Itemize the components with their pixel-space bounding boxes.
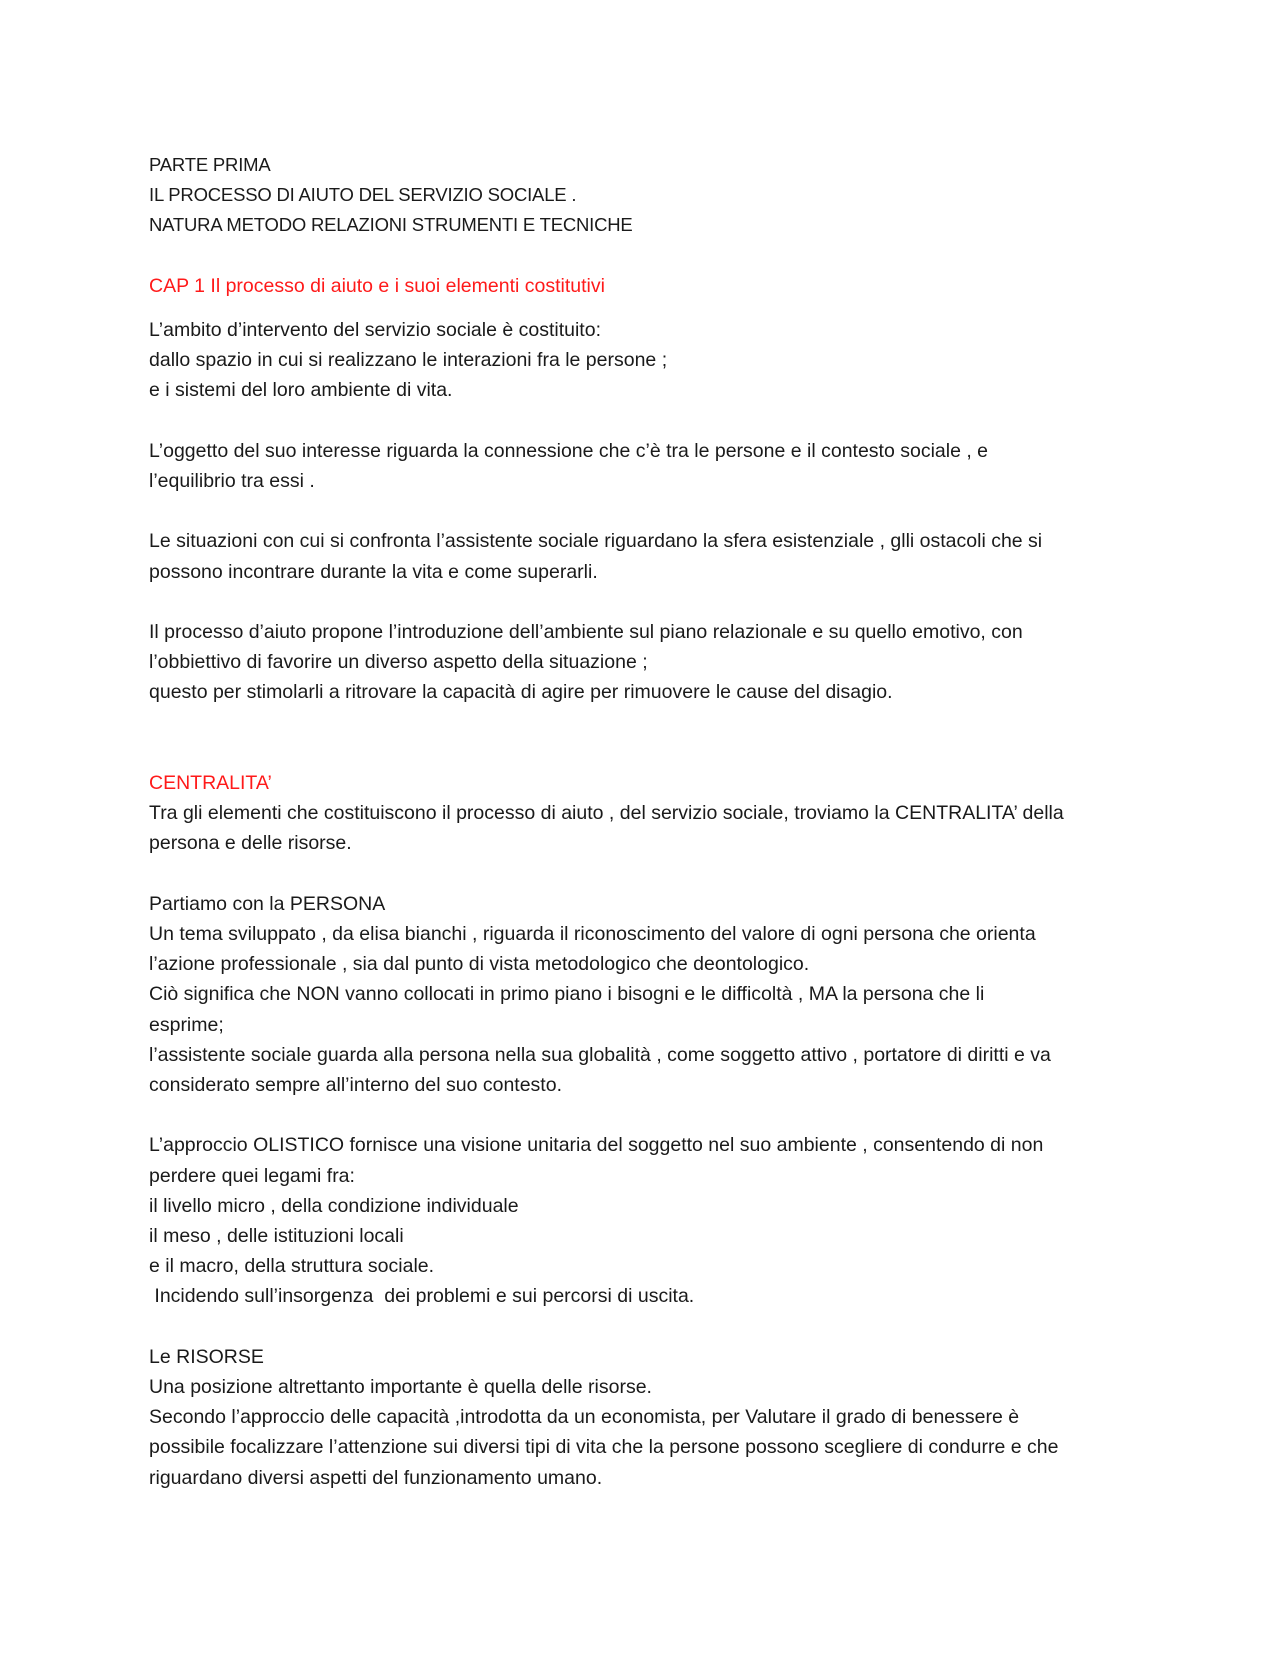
text-line: il livello micro , della condizione individuale <box>149 1194 519 1217</box>
text-line: Ciò significa che NON vanno collocati in primo piano i bisogni e le difficoltà , MA la persona che li <box>149 983 985 1006</box>
text-line: persona e delle risorse. <box>149 832 352 855</box>
intro-paragraph-4 <box>149 617 1149 708</box>
centralita-paragraph <box>149 798 1149 858</box>
text-line: possono incontrare durante la vita e come superarli. <box>149 560 598 583</box>
part-title: PARTE PRIMA <box>149 154 271 175</box>
intro-paragraph-2 <box>149 436 1149 496</box>
text-line: esprime; <box>149 1013 224 1036</box>
chapter-title: CAP 1 Il processo di aiuto e i suoi elementi costitutivi <box>149 274 605 297</box>
text-line: l’equilibrio tra essi . <box>149 470 315 492</box>
text-line: Le situazioni con cui si confronta l’assistente sociale riguardano la sfera esistenziale , glli ostacoli che si <box>149 530 1043 553</box>
intro-paragraph-3 <box>149 526 1149 586</box>
olistico-section <box>149 1130 1149 1311</box>
text-line: perdere quei legami fra: <box>149 1164 355 1187</box>
text-line: possibile focalizzare l’attenzione sui diversi tipi di vita che la persone possono scegliere di condurre e che <box>149 1436 1059 1459</box>
persona-section <box>149 889 1149 1100</box>
text-line: riguardano diversi aspetti del funzionamento umano. <box>149 1466 603 1489</box>
text-line: considerato sempre all’interno del suo contesto. <box>149 1073 562 1096</box>
text-line: Una posizione altrettanto importante è quella delle risorse. <box>149 1375 652 1398</box>
text-line: e i sistemi del loro ambiente di vita. <box>149 379 453 402</box>
text-line: l’azione professionale , sia dal punto di vista metodologico che deontologico. <box>149 953 810 976</box>
text-line: L’approccio OLISTICO fornisce una visione unitaria del soggetto nel suo ambiente , consentendo di non <box>149 1134 1044 1157</box>
part-topics: NATURA METODO RELAZIONI STRUMENTI E TECNICHE <box>149 214 633 236</box>
text-line: Tra gli elementi che costituiscono il processo di aiuto , del servizio sociale, troviamo la CENTRALITA’ della <box>149 802 1064 825</box>
part-heading <box>149 150 1149 241</box>
intro-paragraph-1 <box>149 315 1149 406</box>
text-line: Il processo d’aiuto propone l’introduzione dell’ambiente sul piano relazionale e su quello emotivo, con <box>149 620 1023 643</box>
text-line: l’obbiettivo di favorire un diverso aspetto della situazione ; <box>149 651 648 674</box>
text-line: questo per stimolarli a ritrovare la capacità di agire per rimuovere le cause del disagio. <box>149 681 893 704</box>
text-line: Le RISORSE <box>149 1345 264 1368</box>
text-line: L’oggetto del suo interesse riguarda la connessione che c’è tra le persone e il contesto sociale , e <box>149 439 989 462</box>
text-line: dallo spazio in cui si realizzano le interazioni fra le persone ; <box>149 349 668 372</box>
text-line: il meso , delle istituzioni locali <box>149 1224 404 1247</box>
text-line: L’ambito d’intervento del servizio sociale è costituito: <box>149 319 601 341</box>
part-subtitle: IL PROCESSO DI AIUTO DEL SERVIZIO SOCIALE . <box>149 184 577 206</box>
text-line: Partiamo con la PERSONA <box>149 892 386 915</box>
text-line: e il macro, della struttura sociale. <box>149 1255 435 1278</box>
text-line: Un tema sviluppato , da elisa bianchi , riguarda il riconoscimento del valore di ogni persona che orienta <box>149 922 1036 945</box>
section-title-centralita: CENTRALITA’ <box>149 771 272 794</box>
risorse-section <box>149 1342 1149 1493</box>
text-line: l’assistente sociale guarda alla persona nella sua globalità , come soggetto attivo , portatore di diritti e va <box>149 1043 1051 1066</box>
text-line: Secondo l’approccio delle capacità ,introdotta da un economista, per Valutare il grado di benessere è <box>149 1406 1020 1429</box>
text-line: Incidendo sull’insorgenza dei problemi e sui percorsi di uscita. <box>149 1285 695 1308</box>
document-page <box>149 150 1149 1493</box>
